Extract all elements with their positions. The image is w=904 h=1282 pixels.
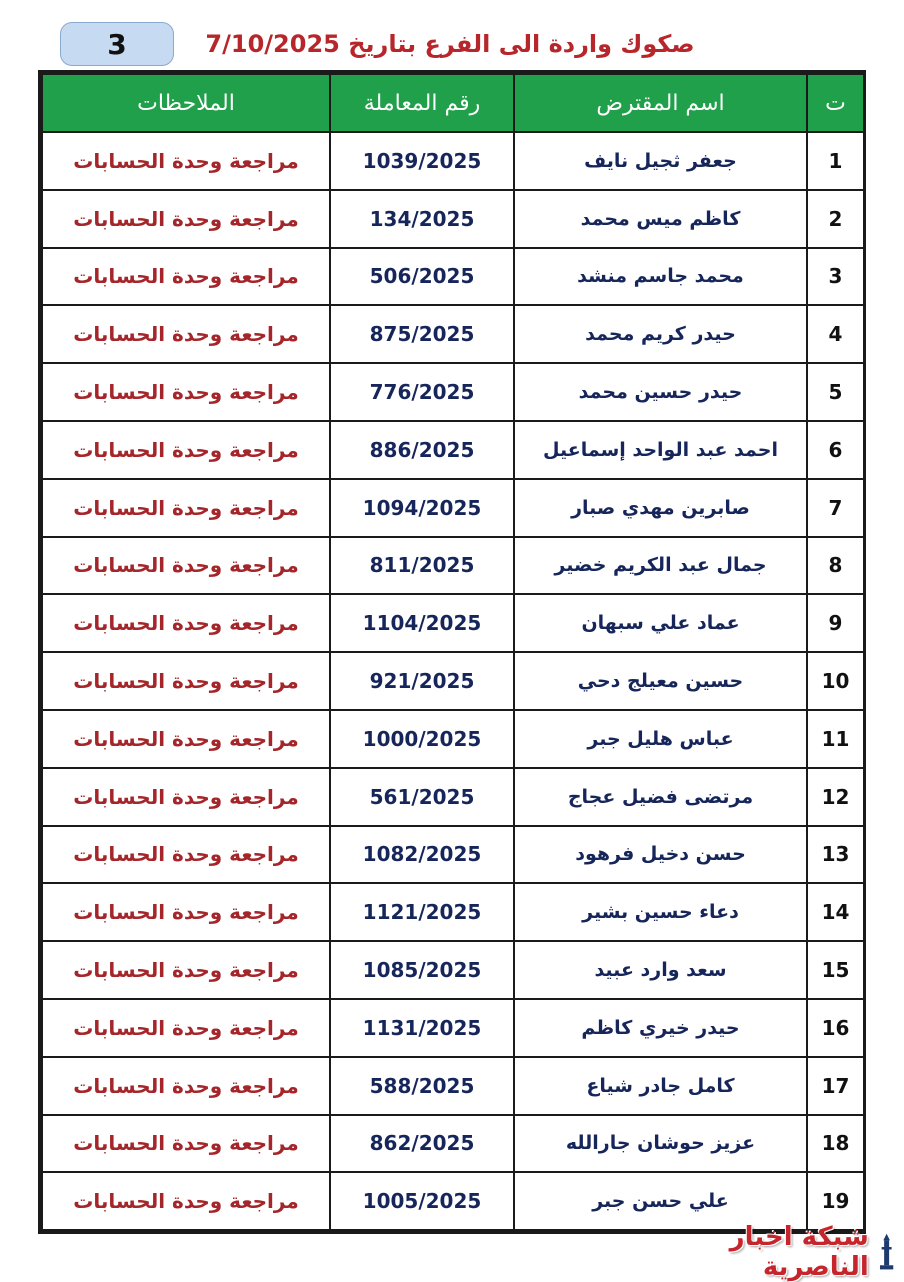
row-index: 7 xyxy=(807,479,864,537)
row-index: 2 xyxy=(807,190,864,248)
row-borrower-name: سعد وارد عبيد xyxy=(514,941,807,999)
table-row xyxy=(42,132,864,190)
row-borrower-name: عباس هليل جبر xyxy=(514,710,807,768)
row-notes: مراجعة وحدة الحسابات xyxy=(42,1057,330,1115)
table-row xyxy=(42,710,864,768)
row-borrower-name: كاظم ميس محمد xyxy=(514,190,807,248)
row-index: 17 xyxy=(807,1057,864,1115)
table-body xyxy=(42,132,864,1230)
header-index: ت xyxy=(807,74,864,132)
row-transaction-number: 1131/2025 xyxy=(330,999,514,1057)
row-borrower-name: دعاء حسين بشير xyxy=(514,883,807,941)
table-row xyxy=(42,363,864,421)
row-index: 13 xyxy=(807,826,864,884)
row-notes: مراجعة وحدة الحسابات xyxy=(42,941,330,999)
row-transaction-number: 506/2025 xyxy=(330,248,514,306)
table-row xyxy=(42,190,864,248)
header-notes: الملاحظات xyxy=(42,74,330,132)
table-row xyxy=(42,652,864,710)
row-borrower-name: جمال عبد الكريم خضير xyxy=(514,537,807,595)
row-transaction-number: 1104/2025 xyxy=(330,594,514,652)
row-index: 10 xyxy=(807,652,864,710)
row-transaction-number: 862/2025 xyxy=(330,1115,514,1173)
row-borrower-name: جعفر ثجيل نايف xyxy=(514,132,807,190)
row-transaction-number: 561/2025 xyxy=(330,768,514,826)
row-borrower-name: عزيز حوشان جارالله xyxy=(514,1115,807,1173)
table-header-row xyxy=(42,74,864,132)
page-number-badge: 3 xyxy=(60,22,174,66)
watermark-text: شبكة اخبار الناصرية xyxy=(729,1222,869,1282)
row-transaction-number: 1085/2025 xyxy=(330,941,514,999)
table-row xyxy=(42,537,864,595)
row-notes: مراجعة وحدة الحسابات xyxy=(42,1172,330,1230)
row-notes: مراجعة وحدة الحسابات xyxy=(42,248,330,306)
row-transaction-number: 776/2025 xyxy=(330,363,514,421)
row-borrower-name: احمد عبد الواحد إسماعيل xyxy=(514,421,807,479)
row-notes: مراجعة وحدة الحسابات xyxy=(42,594,330,652)
row-notes: مراجعة وحدة الحسابات xyxy=(42,1115,330,1173)
row-notes: مراجعة وحدة الحسابات xyxy=(42,132,330,190)
row-index: 14 xyxy=(807,883,864,941)
row-transaction-number: 811/2025 xyxy=(330,537,514,595)
row-index: 5 xyxy=(807,363,864,421)
row-notes: مراجعة وحدة الحسابات xyxy=(42,999,330,1057)
header-borrower: اسم المقترض xyxy=(514,74,807,132)
row-index: 3 xyxy=(807,248,864,306)
row-notes: مراجعة وحدة الحسابات xyxy=(42,537,330,595)
row-transaction-number: 1005/2025 xyxy=(330,1172,514,1230)
row-transaction-number: 1039/2025 xyxy=(330,132,514,190)
row-notes: مراجعة وحدة الحسابات xyxy=(42,305,330,363)
row-borrower-name: صابرين مهدي صبار xyxy=(514,479,807,537)
row-transaction-number: 1121/2025 xyxy=(330,883,514,941)
table-row xyxy=(42,883,864,941)
row-index: 15 xyxy=(807,941,864,999)
cheques-table xyxy=(41,73,865,1231)
row-transaction-number: 921/2025 xyxy=(330,652,514,710)
table-row xyxy=(42,248,864,306)
row-borrower-name: حسن دخيل فرهود xyxy=(514,826,807,884)
row-borrower-name: محمد جاسم منشد xyxy=(514,248,807,306)
row-index: 9 xyxy=(807,594,864,652)
row-borrower-name: حيدر حسين محمد xyxy=(514,363,807,421)
header-transaction: رقم المعاملة xyxy=(330,74,514,132)
row-notes: مراجعة وحدة الحسابات xyxy=(42,479,330,537)
row-borrower-name: علي حسن جبر xyxy=(514,1172,807,1230)
table-row xyxy=(42,479,864,537)
row-borrower-name: حسين معيلج دحي xyxy=(514,652,807,710)
table-row xyxy=(42,1115,864,1173)
row-notes: مراجعة وحدة الحسابات xyxy=(42,768,330,826)
row-notes: مراجعة وحدة الحسابات xyxy=(42,363,330,421)
table-row xyxy=(42,305,864,363)
row-index: 12 xyxy=(807,768,864,826)
row-index: 19 xyxy=(807,1172,864,1230)
row-transaction-number: 1000/2025 xyxy=(330,710,514,768)
row-index: 1 xyxy=(807,132,864,190)
row-transaction-number: 588/2025 xyxy=(330,1057,514,1115)
row-notes: مراجعة وحدة الحسابات xyxy=(42,826,330,884)
row-transaction-number: 1094/2025 xyxy=(330,479,514,537)
table-row xyxy=(42,768,864,826)
row-index: 8 xyxy=(807,537,864,595)
row-notes: مراجعة وحدة الحسابات xyxy=(42,421,330,479)
table-row xyxy=(42,1057,864,1115)
table-row xyxy=(42,826,864,884)
minaret-logo-icon xyxy=(875,1230,898,1274)
row-borrower-name: مرتضى فضيل عجاج xyxy=(514,768,807,826)
row-borrower-name: عماد علي سبهان xyxy=(514,594,807,652)
row-index: 16 xyxy=(807,999,864,1057)
page-title: صكوك واردة الى الفرع بتاريخ 7/10/2025 xyxy=(205,30,695,58)
row-index: 18 xyxy=(807,1115,864,1173)
row-notes: مراجعة وحدة الحسابات xyxy=(42,190,330,248)
row-borrower-name: حيدر كريم محمد xyxy=(514,305,807,363)
table-row xyxy=(42,421,864,479)
row-transaction-number: 886/2025 xyxy=(330,421,514,479)
row-transaction-number: 134/2025 xyxy=(330,190,514,248)
row-transaction-number: 875/2025 xyxy=(330,305,514,363)
table-row xyxy=(42,941,864,999)
row-index: 4 xyxy=(807,305,864,363)
row-index: 6 xyxy=(807,421,864,479)
row-transaction-number: 1082/2025 xyxy=(330,826,514,884)
row-borrower-name: حيدر خيري كاظم xyxy=(514,999,807,1057)
cheques-table-container xyxy=(38,70,866,1234)
row-notes: مراجعة وحدة الحسابات xyxy=(42,652,330,710)
row-index: 11 xyxy=(807,710,864,768)
row-notes: مراجعة وحدة الحسابات xyxy=(42,883,330,941)
row-borrower-name: كامل جادر شياع xyxy=(514,1057,807,1115)
table-row xyxy=(42,999,864,1057)
row-notes: مراجعة وحدة الحسابات xyxy=(42,710,330,768)
watermark xyxy=(658,1222,898,1282)
table-row xyxy=(42,594,864,652)
